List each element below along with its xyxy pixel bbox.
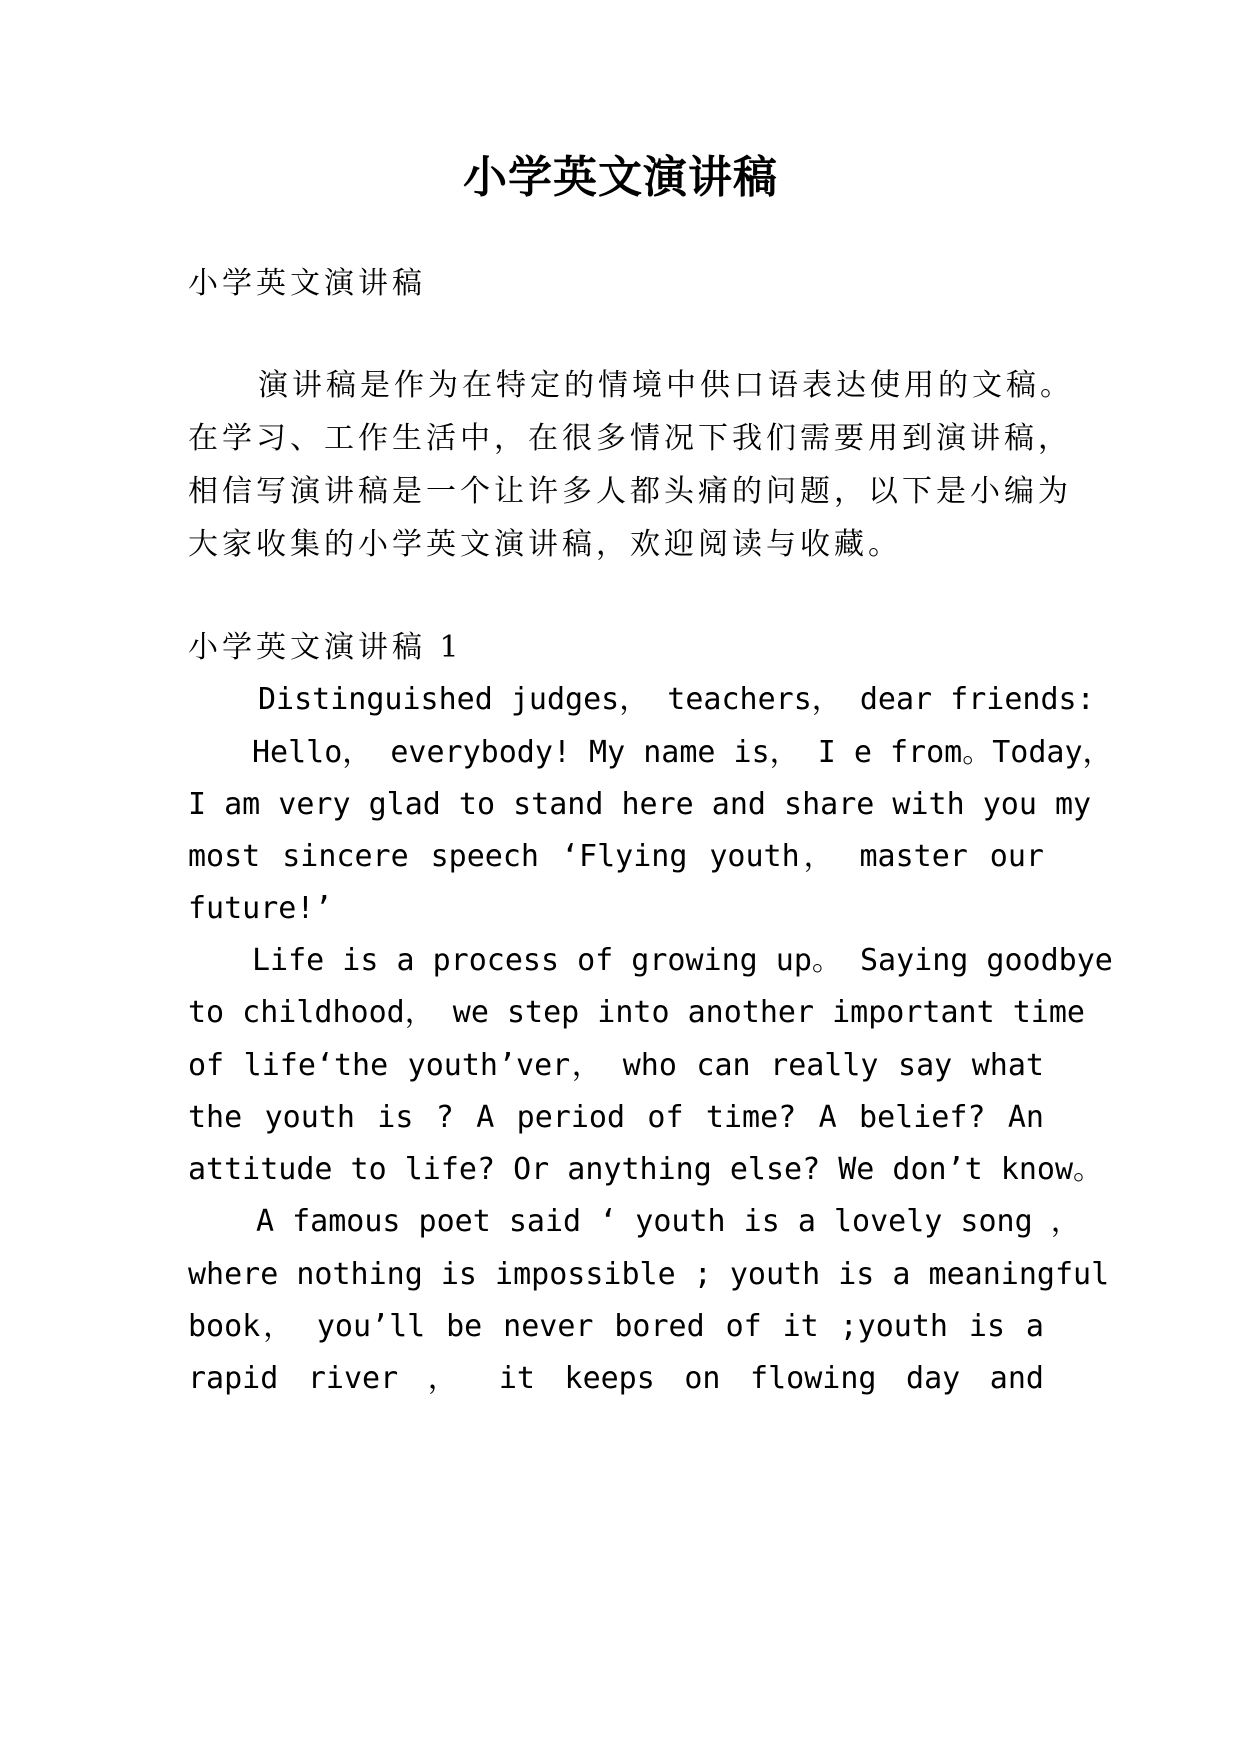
speech-line: Life is a process of growing up。 Saying goodbye (252, 943, 1113, 978)
intro-line: 相信写演讲稿是一个让许多人都头痛的问题，以下是小编为 (188, 474, 1072, 509)
document-title: 小学英文演讲稿 (463, 152, 778, 203)
document-subtitle: 小学英文演讲稿 (188, 266, 426, 301)
speech-line: most sincere speech ‘Flying youth， master our (188, 839, 1044, 874)
speech-line: book， you’ll be never bored of it ;youth is a (188, 1309, 1044, 1344)
speech-line: Hello， everybody! My name is， I e from。Today， (252, 735, 1113, 770)
intro-line: 大家收集的小学英文演讲稿，欢迎阅读与收藏。 (188, 527, 902, 562)
speech-line: where nothing is impossible ; youth is a meaningful (188, 1257, 1110, 1292)
speech-line: future!’ (188, 891, 333, 926)
intro-line: 在学习、工作生活中，在很多情况下我们需要用到演讲稿， (188, 421, 1072, 456)
speech-line: of life‘the youth’ver， who can really say what (188, 1048, 1044, 1083)
speech-line: attitude to life? Or anything else? We don’t know。 (188, 1152, 1104, 1187)
intro-line: 演讲稿是作为在特定的情境中供口语表达使用的文稿。 (258, 368, 1074, 403)
speech-line: the youth is ? A period of time? A belief? An (188, 1100, 1044, 1135)
speech-line: A famous poet said ‘ youth is a lovely song ， (256, 1204, 1081, 1239)
speech-line: rapid river ， it keeps on flowing day and (188, 1361, 1044, 1396)
speech-line: Distinguished judges， teachers， dear friends: (258, 682, 1095, 717)
speech-line: I am very glad to stand here and share with you my (188, 787, 1092, 822)
section-heading: 小学英文演讲稿 1 (188, 630, 463, 665)
speech-line: to childhood， we step into another important time (188, 995, 1085, 1030)
